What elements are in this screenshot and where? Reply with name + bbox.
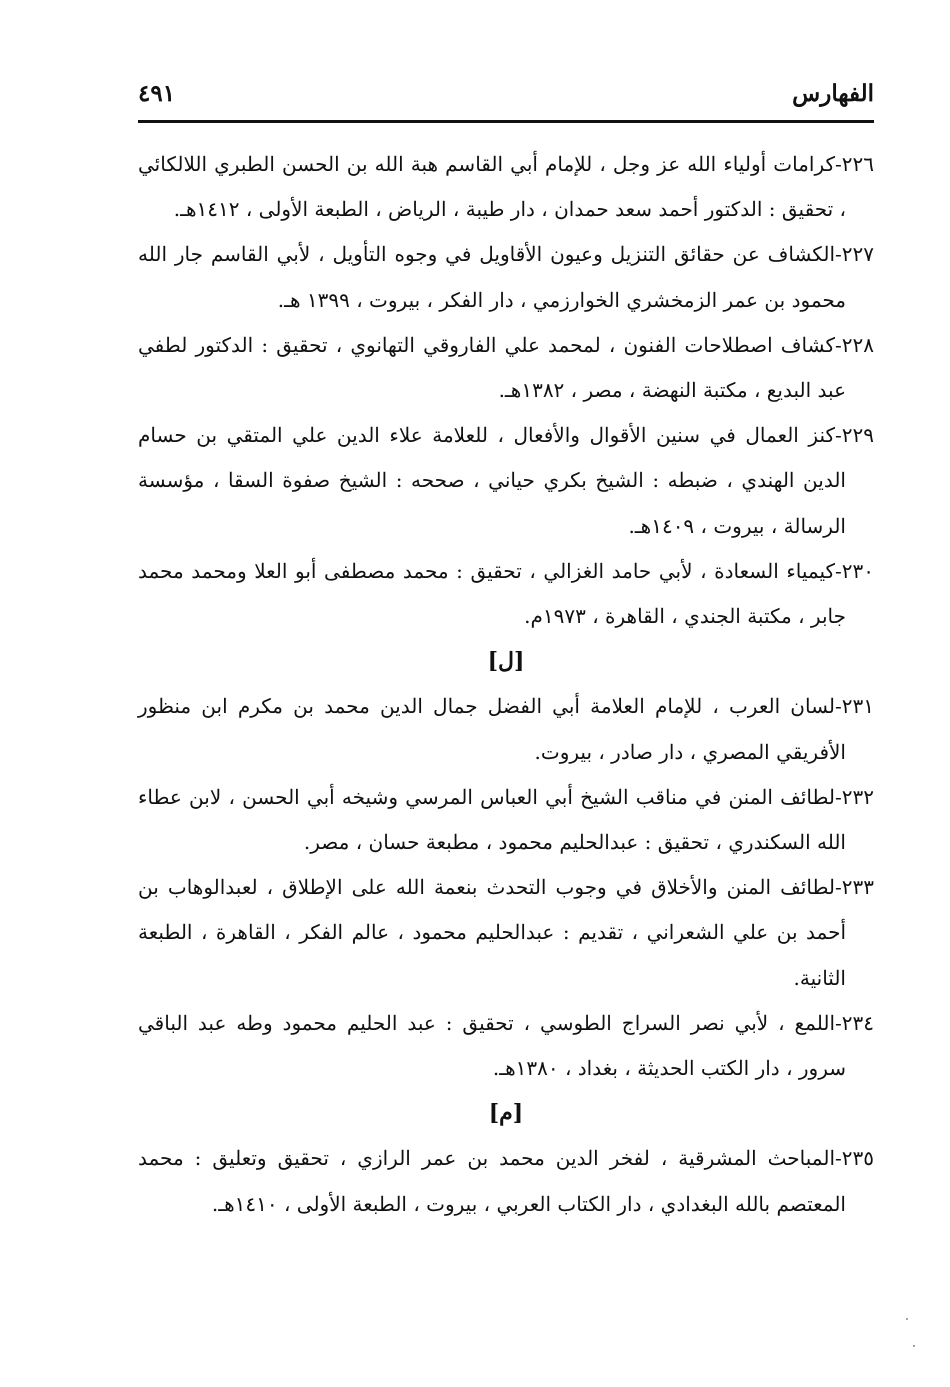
- entry-228: ٢٢٨-كشاف اصطلاحات الفنون ، لمحمد علي الفاروقي التهانوي ، تحقيق : الدكتور لطفي عبد البديع ، مكتبة النهضة ، مصر ، ١٣٨٢هـ.: [138, 332, 874, 403]
- scan-speck: [906, 1318, 908, 1320]
- page-header: [138, 78, 874, 116]
- entry-226: ٢٢٦-كرامات أولياء الله عز وجل ، للإمام أبي القاسم هبة الله بن الحسن الطبري اللالكائي ، تحقيق : الدكتور أحمد سعد حمدان ، دار طيبة ، الرياض ، الطبعة الأولى ، ١٤١٢هـ.: [138, 152, 874, 222]
- entry-233: ٢٣٣-لطائف المنن والأخلاق في وجوب التحدث بنعمة الله على الإطلاق ، لعبدالوهاب بن أحمد بن علي الشعراني ، تقديم : عبدالحليم محمود ، عالم الفكر ، القاهرة ، الطبعة الثانية.: [138, 875, 874, 990]
- section-heading-lam: [ل]: [487, 648, 525, 675]
- entry-227: ٢٢٧-الكشاف عن حقائق التنزيل وعيون الأقاويل في وجوه التأويل ، لأبي القاسم جار الله محمود بن عمر الزمخشري الخوارزمي ، دار الفكر ، بيروت ، ١٣٩٩ هـ.: [138, 242, 874, 312]
- section-heading-mim: [م]: [488, 1100, 524, 1127]
- page-number: ٤٩١: [138, 80, 176, 107]
- header-rule: [138, 120, 874, 123]
- entry-232: ٢٣٢-لطائف المنن في مناقب الشيخ أبي العباس المرسي وشيخه أبي الحسن ، لابن عطاء الله السكندري ، تحقيق : عبدالحليم محمود ، مطبعة حسان ، مصر.: [138, 784, 874, 855]
- entry-229: ٢٢٩-كنز العمال في سنين الأقوال والأفعال ، للعلامة علاء الدين علي المتقي بن حسام الدين الهندي ، ضبطه : الشيخ بكري حياني ، صححه : الشيخ صفوة السقا ، مؤسسة الرسالة ، بيروت ، ١٤٠٩هـ.: [138, 423, 874, 538]
- entry-234: ٢٣٤-اللمع ، لأبي نصر السراج الطوسي ، تحقيق : عبد الحليم محمود وطه عبد الباقي سرور ، دار الكتب الحديثة ، بغداد ، ١٣٨٠هـ.: [138, 1010, 874, 1081]
- scan-speck: [913, 1345, 915, 1347]
- running-title: الفهارس: [792, 80, 874, 107]
- bibliography-list: [138, 142, 874, 1227]
- entry-231: ٢٣١-لسان العرب ، للإمام العلامة أبي الفضل جمال الدين محمد بن مكرم ابن منظور الأفريقي المصري ، دار صادر ، بيروت.: [138, 694, 874, 764]
- entry-235: ٢٣٥-المباحث المشرقية ، لفخر الدين محمد بن عمر الرازي ، تحقيق وتعليق : محمد المعتصم بالله البغدادي ، دار الكتاب العربي ، بيروت ، الطبعة الأولى ، ١٤١٠هـ.: [138, 1146, 874, 1216]
- entry-230: ٢٣٠-كيمياء السعادة ، لأبي حامد الغزالي ، تحقيق : محمد مصطفى أبو العلا ومحمد محمد جابر ، مكتبة الجندي ، القاهرة ، ١٩٧٣م.: [138, 558, 874, 629]
